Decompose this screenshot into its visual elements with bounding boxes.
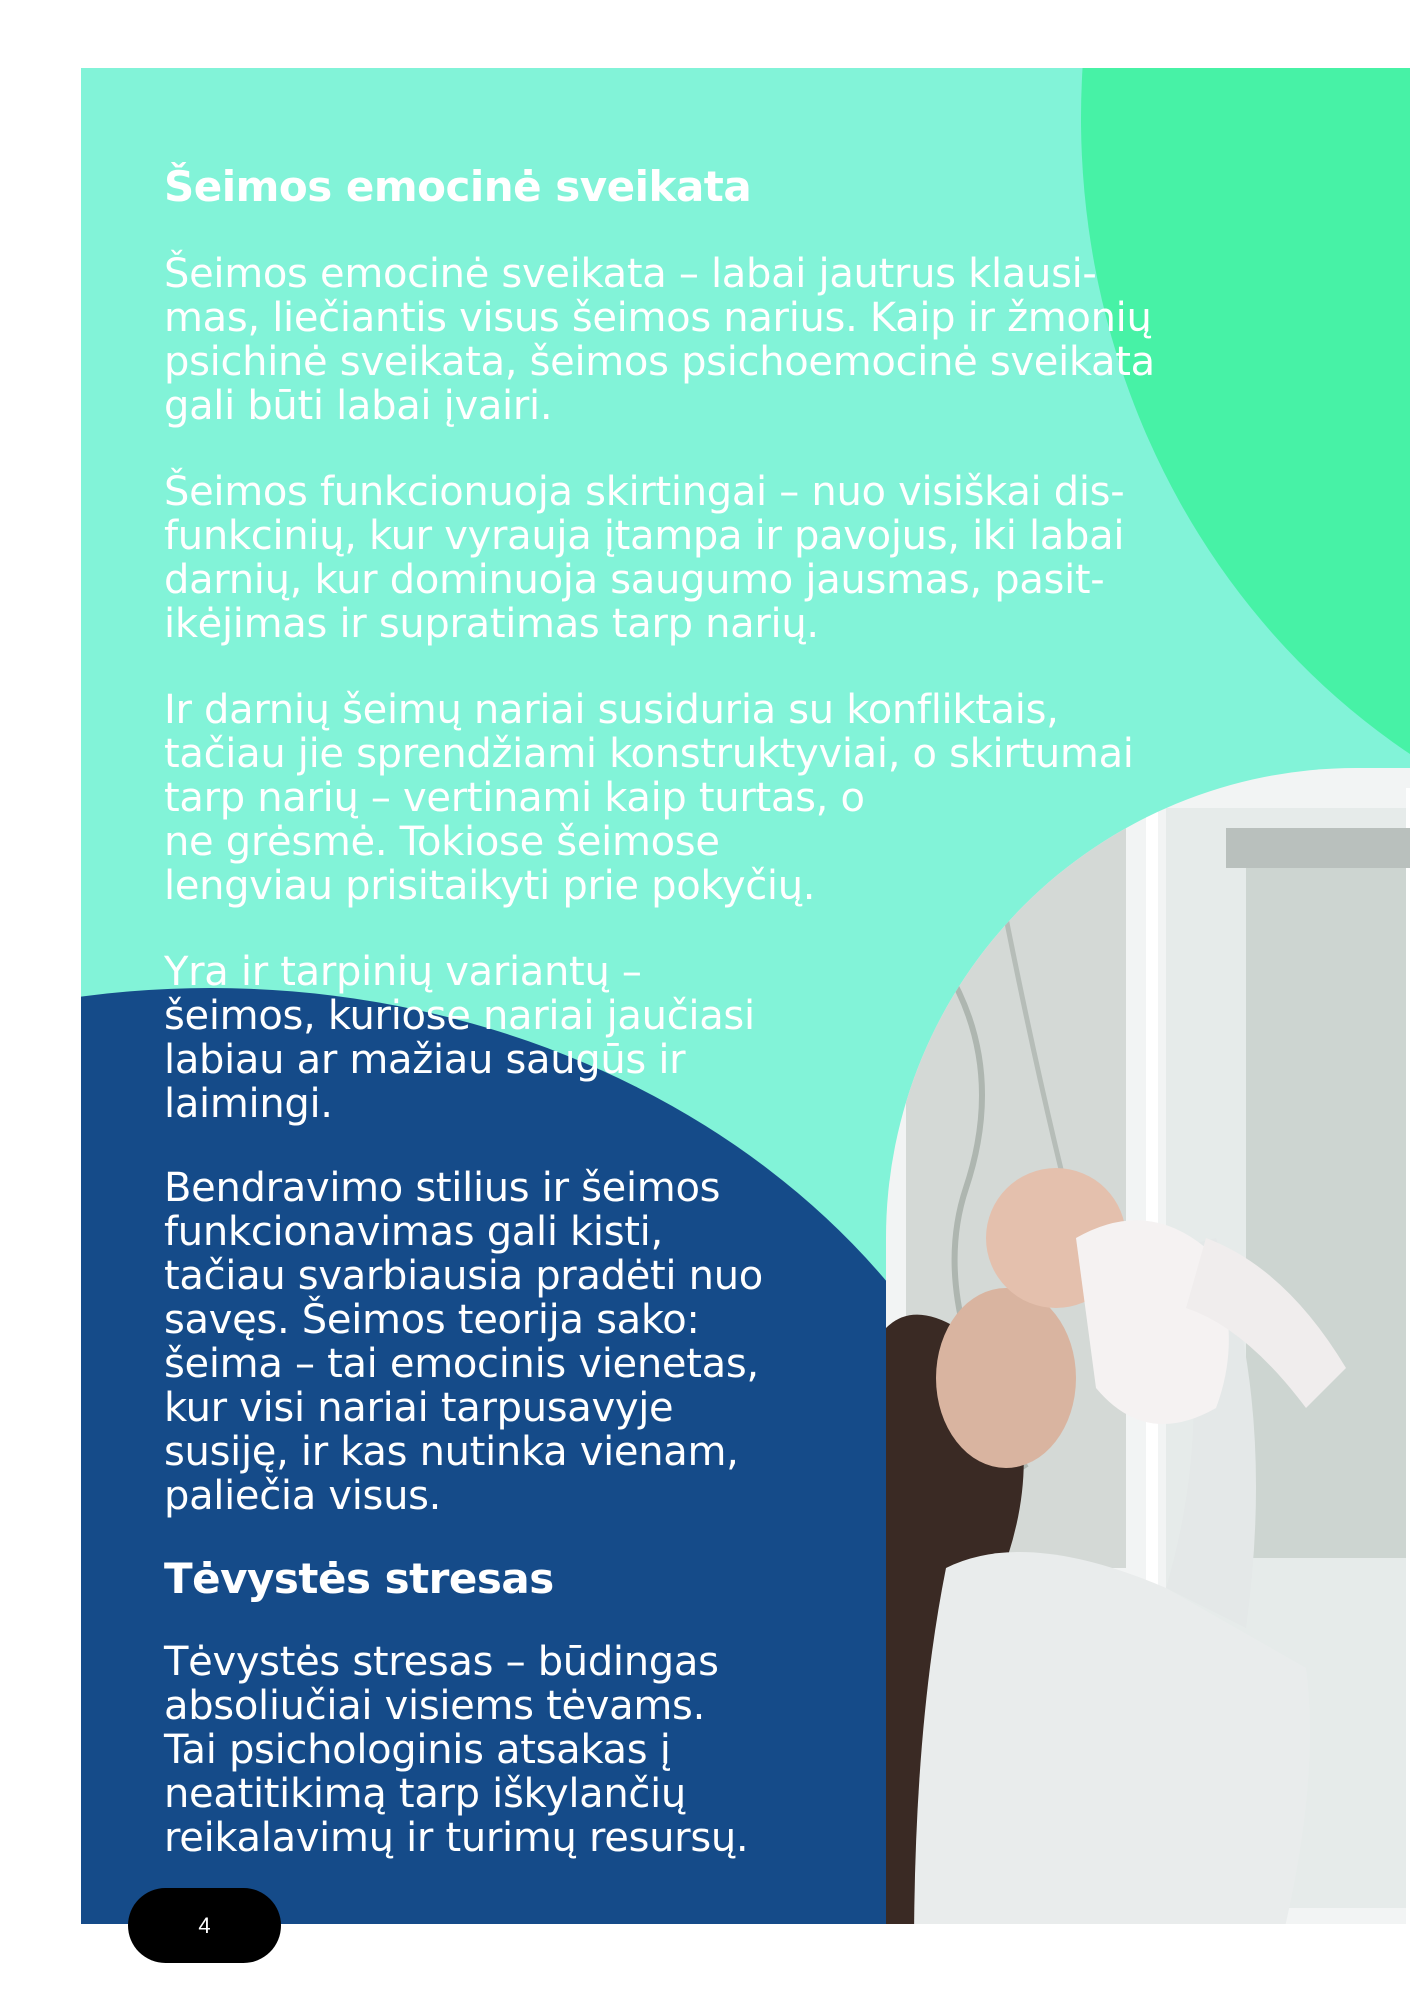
paragraph-communication: Bendravimo stilius ir šeimos funkcionavimas gali kisti, tačiau svarbiausia pradėti nuo savęs. Šeimos teorija sako: šeima – tai emocinis vienetas, kur visi nariai tarpusavyje susiję, ir kas nutinka vienam, paliečia visus. bbox=[164, 1165, 763, 1519]
section-heading-parenting-stress: Tėvystės stresas bbox=[164, 1554, 554, 1603]
paragraph-intro: Šeimos emocinė sveikata – labai jautrus klausi- mas, liečiantis visus šeimos narius. Kaip ir žmonių psichinė sveikata, šeimos psichoemocinė sveikata gali būti labai įvairi. bbox=[164, 251, 1155, 429]
paragraph-parenting-stress: Tėvystės stresas – būdingas absoliučiai visiems tėvams. Tai psichologinis atsakas į neatitikimą tarp iškylančių reikalavimų ir turimų resursų. bbox=[164, 1639, 749, 1861]
article-content bbox=[164, 160, 1344, 1860]
section-heading-emotional-health: Šeimos emocinė sveikata bbox=[164, 162, 752, 211]
paragraph-intermediate: Yra ir tarpinių variantų – šeimos, kuriose nariai jaučiasi labiau ar mažiau saugūs ir laimingi. bbox=[164, 949, 755, 1127]
paragraph-functioning: Šeimos funkcionuoja skirtingai – nuo visiškai dis- funkcinių, kur vyrauja įtampa ir pavojus, iki labai darnių, kur dominuoja saugumo jausmas, pasit- ikėjimas ir supratimas tarp narių. bbox=[164, 469, 1125, 647]
page-number-badge: 4 bbox=[128, 1888, 281, 1963]
paragraph-harmonious-families: Ir darnių šeimų nariai susiduria su konfliktais, tačiau jie sprendžiami konstruktyviai, o skirtumai tarp narių – vertinami kaip turtas, o ne grėsmė. Tokiose šeimose lengviau prisitaikyti prie pokyčių. bbox=[164, 687, 1134, 909]
